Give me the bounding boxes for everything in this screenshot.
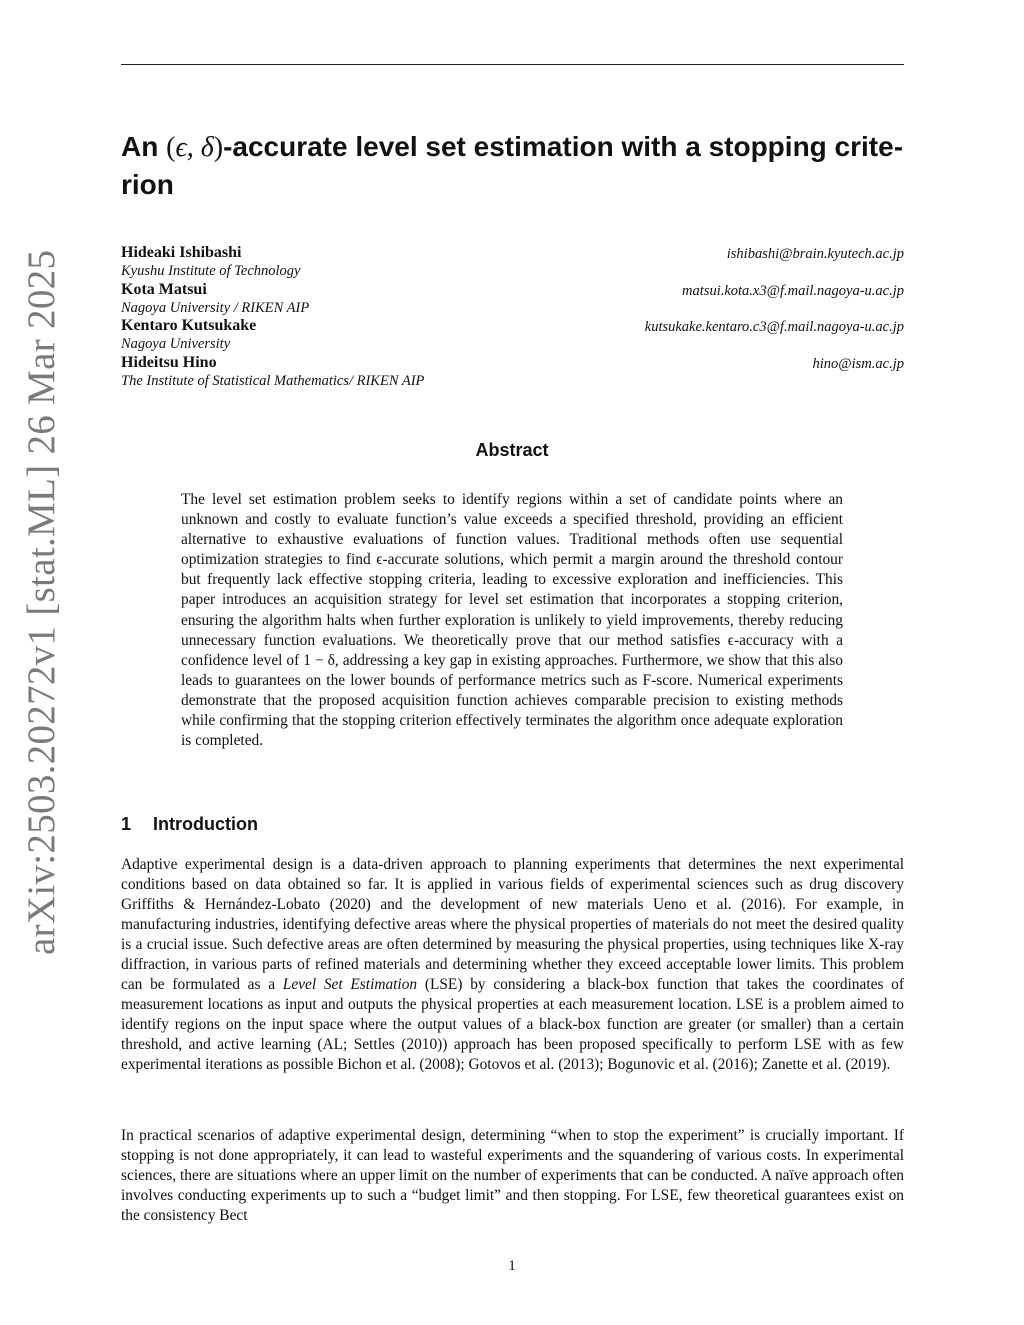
author-email: hino@ism.ac.jp <box>812 355 904 372</box>
author-email: matsui.kota.x3@f.mail.nagoya-u.ac.jp <box>682 282 904 299</box>
author-email: ishibashi@brain.kyutech.ac.jp <box>726 246 904 262</box>
title-paren-open: ( <box>166 132 176 163</box>
author-email: kutsukake.kentaro.c3@f.mail.nagoya-u.ac.jp <box>644 319 904 335</box>
abstract-heading: Abstract <box>475 440 549 460</box>
emphasized-term: Level Set Estimation <box>282 975 418 993</box>
author-affiliation: Nagoya University <box>121 336 231 352</box>
paragraph-text: Adaptive experimental design is a data-driven approach to planning experiments that determines the next experimental conditions based on data obtained so far. It is applied in various fields of experimental sciences such as drug discovery Griffiths & Hernández-Lobato (2020) and the development of new materials Ueno et al. (2016). For example, in manufacturing industries, identifying defective areas where the physical properties of materials do not meet the desired quality is a crucial issue. Such defective areas are often determined by measuring the physical properties, using techniques like X-ray diffraction, in various parts of refined materials and determining whether they exceed acceptable lower limits. This problem can be formulated as a <box>121 856 904 993</box>
section-title: Introduction <box>153 814 258 834</box>
section-heading <box>121 812 258 836</box>
paragraph-text: (LSE) by considering a black-box function that takes the coordinates of measurement locations as input and outputs the physical properties at each measurement location. LSE is a problem aimed to identify regions on the input space where the output values of a black-box function are greater (or smaller) than a certain threshold, and active learning (AL; Settles (2010)) approach has been proposed specifically to perform LSE with as few experimental iterations as possible Bichon et al. (2008); Gotovos et al. (2013); Bogunovic et al. (2016); Zanette et al. (2019). <box>121 975 904 1073</box>
author-entry <box>121 354 904 391</box>
author-name: Hideaki Ishibashi <box>121 244 242 261</box>
intro-paragraph-2: In practical scenarios of adaptive experimental design, determining “when to stop the experiment” is crucially important. If stopping is not done appropriately, it can lead to wasteful experiments and the squandering of various costs. In experimental sciences, there are situations where an upper limit on the number of experiments that can be conducted. A naïve approach often involves conducting experiments up to such a “budget limit” and then stopping. For LSE, few theoretical guarantees exist on the consistency Bect <box>121 1127 904 1224</box>
title-rest: -accurate level set estimation with a stopping crite-rion <box>121 131 904 200</box>
author-entry <box>121 281 904 318</box>
abstract-text: The level set estimation problem seeks to identify regions within a set of candidate points where an unknown and costly to evaluate function’s value exceeds a specified threshold, providing an efficient alternative to exhaustive evaluations of function values. Traditional methods often use sequential optimization strategies to find ϵ-accurate solutions, which permit a margin around the threshold contour but frequently lack effective stopping criteria, leading to excessive exploration and inefficiencies. This paper introduces an acquisition strategy for level set estimation that incorporates a stopping criterion, ensuring the algorithm halts when further exploration is unlikely to yield improvements, thereby reducing unnecessary function evaluations. We theoretically prove that our method satisfies ϵ-accuracy with a confidence level of 1 − δ, addressing a key gap in existing approaches. Furthermore, we show that this also leads to guarantees on the lower bounds of performance metrics such as F-score. Numerical experiments demonstrate that the proposed acquisition function achieves comparable precision to existing methods while confirming that the stopping criterion effectively terminates the algorithm once adequate exploration is completed. <box>181 491 843 750</box>
author-block <box>121 244 904 390</box>
title-epsilon: ϵ <box>175 132 187 163</box>
paper-title <box>121 128 911 203</box>
section-number: 1 <box>121 814 132 834</box>
title-delta: δ <box>200 132 214 163</box>
intro-paragraph-1 <box>121 855 904 1074</box>
author-name: Hideitsu Hino <box>121 353 217 371</box>
author-name: Kota Matsui <box>121 280 207 298</box>
page-number: 1 <box>508 1258 516 1274</box>
author-affiliation: Nagoya University / RIKEN AIP <box>121 299 310 316</box>
author-affiliation: The Institute of Statistical Mathematics/ RIKEN AIP <box>121 372 425 389</box>
author-affiliation: Kyushu Institute of Technology <box>121 263 301 279</box>
title-comma: , <box>186 132 201 163</box>
author-entry <box>121 244 904 281</box>
title-paren-close: ) <box>213 132 224 163</box>
top-rule <box>121 64 904 65</box>
author-entry <box>121 317 904 354</box>
title-prefix: An <box>121 131 167 162</box>
author-name: Kentaro Kutsukake <box>121 317 257 334</box>
arxiv-identifier-stamp: arXiv:2503.20272v1 [stat.ML] 26 Mar 2025 <box>20 249 63 955</box>
